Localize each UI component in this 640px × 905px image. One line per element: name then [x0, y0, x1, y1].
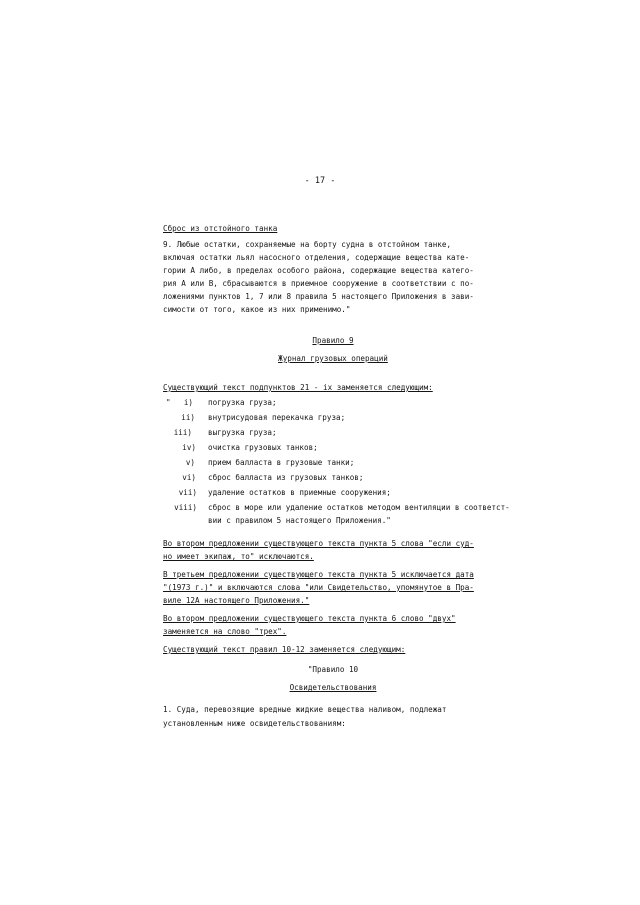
rule-9-intro: Существующий текст подпунктов 21 - ix заменяется следующим:	[163, 383, 433, 392]
section-heading: Сброс из отстойного танка	[163, 224, 278, 233]
list-item-number: vii)	[178, 488, 197, 497]
list-item-text: удаление остатков в приемные сооружения;	[208, 488, 391, 497]
rule-10-subtitle: Освидетельствования	[289, 683, 377, 692]
paragraph-line: включая остатки льял насосного отделения, содержащие вещества кате-	[163, 253, 470, 262]
list-item-text: погрузка груза;	[208, 398, 277, 407]
paragraph-line: 1. Суда, перевозящие вредные жидкие вещества наливом, подлежат	[163, 705, 447, 714]
rule-9-subtitle: Журнал грузовых операций	[278, 354, 388, 363]
paragraph-line: гории А либо, в пределах особого района, содержащие вещества катего-	[163, 266, 474, 275]
list-item-number: iii)	[173, 428, 192, 437]
amendment-1-line-2: но имеет экипаж, то" исключаются.	[163, 552, 314, 561]
amendment-3-line-2: заменяется на слово "трех".	[163, 627, 287, 636]
paragraph-line: ложениями пунктов 1, 7 или 8 правила 5 настоящего Приложения в зави-	[163, 292, 474, 301]
rule-10-paragraph	[163, 705, 446, 729]
list-item-continuation: вии с правилом 5 настоящего Приложения."	[208, 516, 391, 525]
rule-10-title: "Правило 10	[307, 665, 359, 674]
amendment-3-line-1: Во втором предложении существующего текста пункта 6 слово "двух"	[163, 614, 456, 623]
paragraph-line: симости от того, какое из них применимо."	[163, 305, 351, 314]
list-item-text: выгрузка груза;	[208, 428, 277, 437]
amendment-4-line-1: Существующий текст правил 10-12 заменяется следующим:	[163, 645, 406, 654]
list-item-number: vi)	[182, 473, 196, 482]
amendment-2-line-3: виле 12А настоящего Приложения."	[163, 596, 310, 605]
list-item-text: прием балласта в грузовые танки;	[208, 458, 355, 467]
list-item-number: ii)	[181, 413, 195, 422]
list-item-text: внутрисудовая перекачка груза;	[208, 413, 346, 422]
list-item-number: viii)	[174, 503, 197, 512]
opening-quote: "	[166, 398, 171, 407]
amendment-1-line-1: Во втором предложении существующего текста пункта 5 слова "если суд-	[163, 539, 474, 548]
list-item-number: v)	[185, 458, 195, 467]
paragraph-line: установленным ниже освидетельствованиям:	[163, 719, 346, 728]
page-number: - 17 -	[304, 176, 336, 186]
list-item-text: сброс балласта из грузовых танков;	[208, 473, 364, 482]
list-item-number: i)	[183, 398, 193, 407]
rule-9-title: Правило 9	[312, 336, 354, 345]
paragraph-line: 9. Любые остатки, сохраняемые на борту судна в отстойном танке,	[163, 240, 452, 249]
list-item-text: сброс в море или удаление остатков методом вентиляции в соответст-	[208, 503, 510, 512]
section-paragraph	[163, 240, 474, 315]
paragraph-line: рия А или В, сбрасываются в приемное сооружение в соответствии с по-	[163, 279, 474, 288]
amendment-2-line-2: "(1973 г.)" и включаются слова "или Свидетельство, упомянутое в Пра-	[163, 583, 474, 592]
list-item-number: iv)	[182, 443, 196, 452]
list-item-text: очистка грузовых танков;	[208, 443, 318, 452]
amendment-2-line-1: В третьем предложении существующего текста пункта 5 исключается дата	[163, 570, 474, 579]
